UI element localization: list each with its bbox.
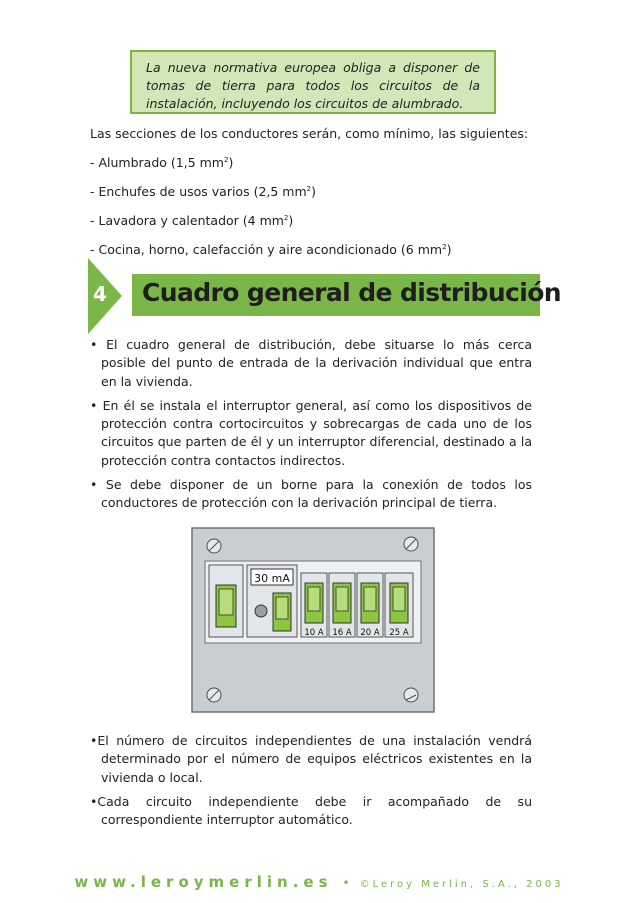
breaker-rating: 25 A [389, 628, 409, 638]
breaker-2 [329, 573, 355, 638]
bullet-item: •El número de circuitos independientes de una instalación vendrá determinado por el número de equipos eléctricos existentes en la vivienda o local. [90, 733, 532, 785]
screw-icon [207, 688, 221, 702]
bullet-item: • En él se instala el interruptor general, así como los dispositivos de protección contra cortocircuitos y sobrecargas de cada uno de los circuitos que parten de él y un interruptor diferencial, destinado a la protección contra contactos indirectos. [90, 397, 532, 468]
conductor-sections-list [90, 126, 550, 268]
breaker-rating: 20 A [360, 628, 380, 638]
distribution-bullets [90, 336, 532, 519]
list-item: - Alumbrado (1,5 $mm^2$) [90, 155, 234, 170]
conductor-sections-intro: Las secciones de los conductores serán, como mínimo, las siguientes: [90, 126, 529, 141]
circuit-bullets [90, 732, 532, 835]
section-header [88, 258, 561, 334]
breaker-1 [301, 573, 327, 638]
breaker-3 [357, 573, 383, 638]
bullet-item: • El cuadro general de distribución, debe situarse lo más cerca posible del punto de entrada de la derivación individual que entra en la vivienda. [90, 337, 532, 389]
footer-site-link[interactable]: www.leroymerlin.es [74, 873, 333, 891]
bullet-item: • Se debe disponer de un borne para la conexión de todos los conductores de protección con la derivación principal de tierra. [90, 477, 532, 511]
section-title: Cuadro general de distribución [142, 278, 561, 307]
list-item: - Enchufes de usos varios (2,5 $mm^2$) [90, 184, 317, 199]
list-item: - Lavadora y calentador (4 $mm^2$) [90, 213, 294, 228]
regulation-note-box [130, 50, 496, 114]
general-switch [209, 565, 243, 637]
footer-copyright: ©Leroy Merlin, S.A., 2003 [359, 879, 564, 890]
section-number: 4 [93, 282, 107, 306]
differential-switch [247, 565, 297, 637]
section-title-bar [132, 274, 561, 316]
screw-icon [404, 688, 418, 702]
bullet-item: •Cada circuito independiente debe ir acompañado de su correspondiente interruptor automático. [90, 793, 532, 828]
footer-separator: • [342, 876, 350, 890]
screw-icon [404, 537, 418, 551]
list-item: - Cocina, horno, calefacción y aire acondicionado (6 $mm^2$) [90, 242, 452, 257]
differential-label: 30 mA [254, 572, 290, 585]
regulation-note-text: La nueva normativa europea obliga a disponer de tomas de tierra para todos los circuitos de la instalación, incluyendo los circuitos de alumbrado. [146, 60, 480, 111]
breaker-4 [385, 573, 413, 638]
breaker-rating: 10 A [304, 628, 324, 638]
breaker-rating: 16 A [332, 628, 352, 638]
page-footer [0, 872, 638, 891]
distribution-panel-illustration [191, 527, 435, 713]
screw-icon [207, 539, 221, 553]
